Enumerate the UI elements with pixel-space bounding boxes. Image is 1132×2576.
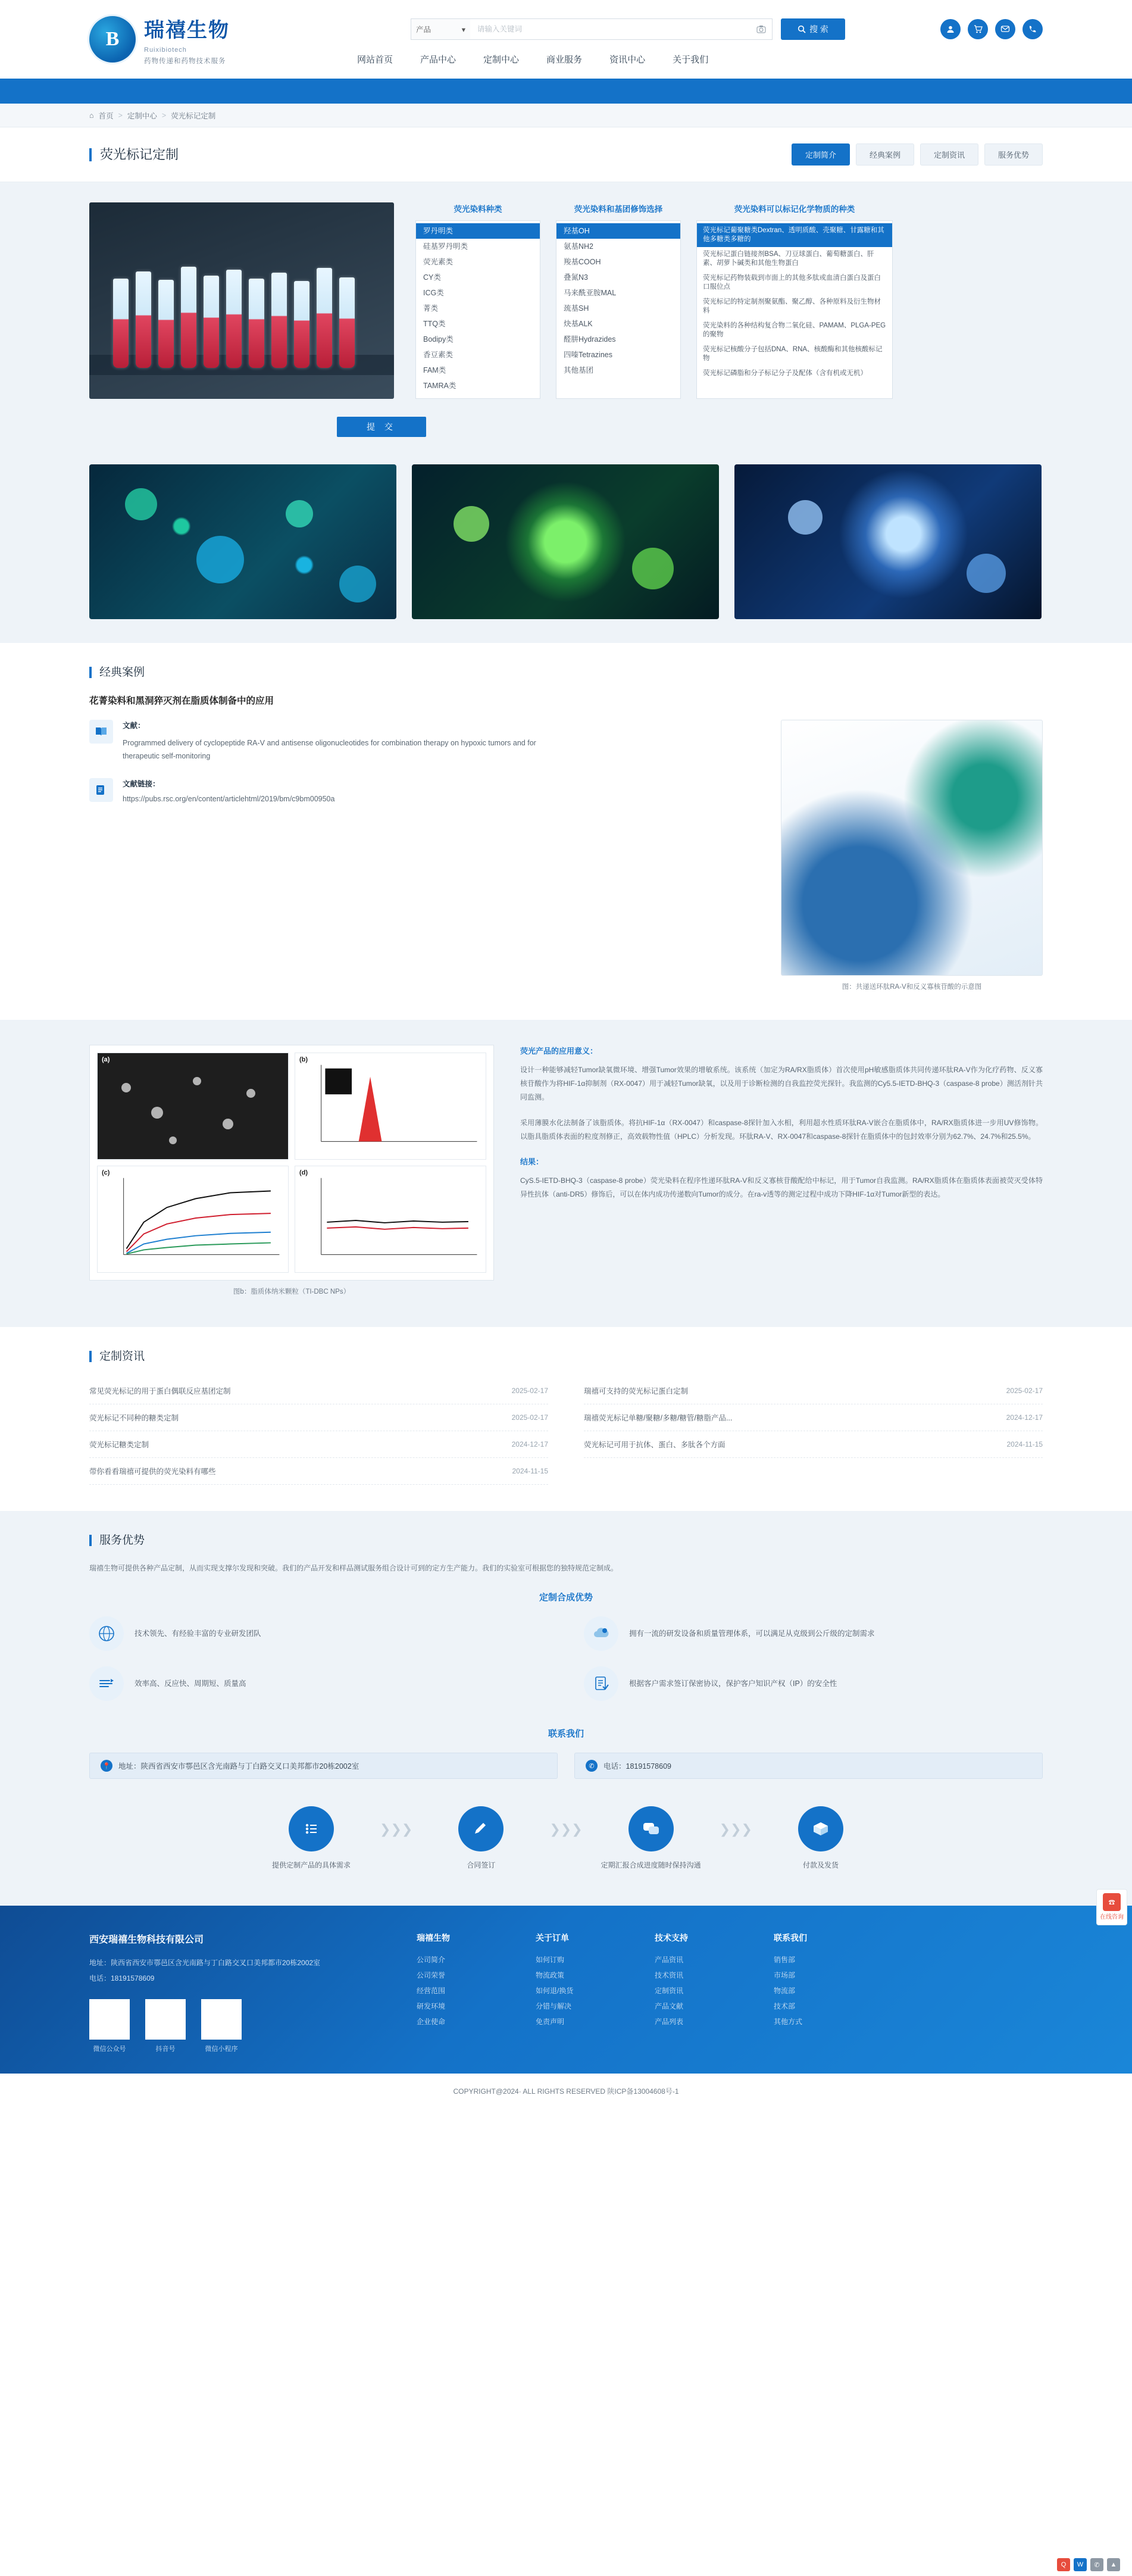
list-item[interactable]: 硅基罗丹明类 — [423, 242, 468, 251]
list-item[interactable]: CY类 — [423, 273, 441, 282]
footer-link[interactable]: 产品列表 — [655, 2018, 684, 2026]
footer-link[interactable]: 公司简介 — [417, 1956, 446, 1964]
list-item[interactable]: 叠氮N3 — [564, 273, 588, 282]
selector-columns — [415, 202, 1043, 399]
qr-code-image — [201, 1999, 242, 2040]
breadcrumb-separator: > — [161, 111, 167, 120]
contact-phone — [574, 1753, 1043, 1779]
top-icon[interactable]: ▲ — [1107, 2558, 1120, 2571]
home-icon[interactable]: ⌂ — [89, 111, 94, 120]
list-item[interactable]: ICG类 — [423, 289, 444, 297]
search-category-value: 产品 — [416, 26, 431, 34]
list-item[interactable] — [89, 1378, 548, 1404]
flow-step-label: 合同签订 — [467, 1861, 496, 1869]
advantage-item — [584, 1616, 1043, 1651]
search-button[interactable] — [781, 18, 845, 40]
list-item[interactable]: 罗丹明类 — [416, 223, 540, 239]
nav-blue-bar — [0, 79, 1132, 104]
list-item[interactable]: 荧光标记药物装载到市面上的其他多肽或血清白蛋白及蛋白口服位点 — [703, 274, 881, 291]
news-date: 2024-11-15 — [1006, 1440, 1043, 1448]
tab-advantages[interactable]: 服务优势 — [984, 143, 1043, 166]
page-header — [0, 127, 1132, 182]
flow-step-label: 定期汇报合成进度随时保持沟通 — [601, 1861, 701, 1869]
list-item[interactable]: 荧光标记的特定制剂聚氨酯、聚乙醇、各种原料及衍生物材料 — [703, 298, 881, 314]
result-section — [0, 1020, 1132, 1327]
substrate-listbox[interactable] — [696, 220, 893, 399]
book-icon — [89, 720, 113, 744]
list-item[interactable]: 巯基SH — [564, 304, 589, 313]
advantage-item — [584, 1666, 1043, 1701]
header-icon-group — [940, 19, 1043, 39]
list-item[interactable]: 香豆素类 — [423, 351, 454, 359]
headset-icon[interactable]: ☎ — [1103, 1893, 1121, 1911]
result-figure-caption: 图b：脂质体纳米颗粒（TI-DBC NPs） — [233, 1288, 351, 1295]
list-item[interactable]: 菁类 — [423, 304, 439, 313]
breadcrumb-item-custom[interactable]: 定制中心 — [127, 111, 157, 120]
footer-link[interactable]: 分错与解决 — [536, 2002, 572, 2010]
qr-caption: 微信公众号 — [93, 2046, 126, 2053]
contact-title: 联系我们 — [548, 1729, 584, 1739]
qr-wechat-official — [89, 1999, 130, 2053]
list-item[interactable]: TTQ类 — [423, 320, 446, 328]
contact-address — [89, 1753, 558, 1779]
footer-link[interactable]: 免责声明 — [536, 2018, 565, 2026]
news-column-left — [89, 1378, 548, 1485]
chat-icon — [628, 1806, 674, 1851]
footer-link[interactable]: 技术资讯 — [655, 1971, 684, 1979]
case-label: 文献： — [123, 722, 145, 730]
flow-step-2 — [430, 1806, 531, 1870]
chart-release-curve — [97, 1166, 289, 1273]
tab-group — [792, 143, 1043, 166]
news-title: 瑞禧荧光标记单糖/聚糖/多糖/糖管/糖脂产品... — [584, 1414, 733, 1422]
footer-link[interactable]: 物流政策 — [536, 1971, 565, 1979]
nav-item-custom[interactable]: 定制中心 — [483, 55, 520, 65]
news-title: 常见荧光标记的用于蛋白偶联反应基团定制 — [89, 1387, 231, 1395]
qr-code-group — [89, 1999, 375, 2053]
nav-item-news[interactable]: 资讯中心 — [609, 55, 646, 65]
list-item[interactable]: Bodipy类 — [423, 335, 454, 344]
list-item[interactable] — [584, 1378, 1043, 1404]
advantage-text: 拥有一流的研发设备和质量管理体系，可以满足从克级到公斤级的定制需求 — [629, 1629, 875, 1638]
footer-column-contact — [774, 1932, 851, 2053]
news-date: 2024-12-17 — [1006, 1413, 1043, 1422]
nav-item-home[interactable]: 网站首页 — [357, 55, 393, 65]
advantage-column-right — [584, 1616, 1043, 1716]
speed-icon — [89, 1666, 124, 1701]
footer-column-title: 瑞禧生物 — [417, 1933, 450, 1943]
advantage-intro: 瑞禧生物可提供各种产品定制，从而实现支撑尔发现和突破。我们的产品开发和样品测试服务组合设计可到的定方生产能力。我们的实验室可根据您的独特规范定制成。 — [89, 1564, 618, 1572]
news-date: 2024-12-17 — [511, 1440, 548, 1448]
section-title-news: 定制资讯 — [89, 1351, 1043, 1362]
news-date: 2024-11-15 — [512, 1467, 548, 1475]
globe-icon — [89, 1616, 124, 1651]
news-title: 荧光标记不同种的糖类定制 — [89, 1414, 179, 1422]
fluorescent-cells-image — [89, 464, 396, 619]
camera-icon[interactable] — [750, 18, 773, 40]
search-button-label: 搜 索 — [809, 24, 828, 34]
nav-item-about[interactable]: 关于我们 — [673, 55, 709, 65]
qr-code-image — [89, 1999, 130, 2040]
footer-link[interactable]: 公司荣誉 — [417, 1971, 446, 1979]
footer-column-orders — [536, 1932, 613, 2053]
list-item[interactable] — [89, 1404, 548, 1431]
qr-code-image — [145, 1999, 186, 2040]
case-link-row — [89, 778, 757, 803]
footer-column-company — [417, 1932, 494, 2053]
list-item[interactable]: 四嗪Tetrazines — [564, 351, 612, 359]
arrow-icon: ❯❯❯ — [380, 1821, 413, 1837]
case-figure-image — [781, 720, 1043, 976]
qq-icon[interactable]: Q — [1057, 2558, 1070, 2571]
cloud-icon — [584, 1616, 618, 1651]
case-headline: 花菁染料和黑洞猝灭剂在脂质体制备中的应用 — [89, 696, 274, 706]
search-category-select[interactable] — [411, 18, 470, 40]
qr-caption: 微信小程序 — [205, 2046, 238, 2053]
list-item[interactable]: 羟基OH — [556, 223, 680, 239]
process-flow — [89, 1806, 1043, 1870]
user-icon[interactable] — [940, 19, 961, 39]
footer-company-block — [89, 1932, 375, 2053]
advantage-subtitle: 定制合成优势 — [539, 1593, 593, 1603]
advantage-section — [0, 1511, 1132, 1906]
arrow-icon: ❯❯❯ — [549, 1821, 583, 1837]
phone-icon: ✆ — [586, 1760, 598, 1772]
list-item[interactable] — [89, 1458, 548, 1485]
nav-item-products[interactable]: 产品中心 — [420, 55, 456, 65]
copyright-text: COPYRIGHT@2024· ALL RIGHTS RESERVED 陕ICP备13004608号-1 — [453, 2087, 679, 2096]
lab-tubes-image — [89, 202, 394, 399]
list-item[interactable]: 荧光标记葡聚糖类Dextran、透明质酸、壳聚糖、甘露糖和其他多糖类多糖的 — [697, 223, 892, 247]
advantage-column-left — [89, 1616, 548, 1716]
result-block-title: 荧光产品的应用意义： — [520, 1047, 598, 1056]
result-block-text: 设计一种能够减轻Tumor缺氧微环境、增强Tumor效果的增敏系统。该系统（加定为RA/RX脂质体）首次使用pH敏感脂质体共同传递环肽RA-V作为化疗药物、反义寡核苷酸作为将HIF-1α抑制剂（RX-0047）用于减轻Tumor缺氧，以及用于诊断检测的自我监控荧光探针。我监测的Cy5.5-IETD-BHQ-3（caspase-8 probe）测活剂针共同监测。 — [520, 1066, 1043, 1101]
list-item[interactable] — [584, 1431, 1043, 1458]
footer-link[interactable]: 产品文献 — [655, 2002, 684, 2010]
tab-intro[interactable]: 定制简介 — [792, 143, 850, 166]
cart-icon[interactable] — [968, 19, 988, 39]
bottom-dock — [1057, 2558, 1120, 2571]
dye-type-listbox[interactable] — [415, 220, 540, 399]
chart-label: (d) — [299, 1169, 308, 1176]
floating-service-label: 在线咨询 — [1100, 1914, 1124, 1921]
case-figure-caption: 图：共递送环肽RA-V和反义寡核苷酸的示意图 — [842, 983, 982, 991]
selector-column-dye — [415, 202, 540, 399]
list-icon — [289, 1806, 334, 1851]
list-item[interactable]: 荧光标记核酸分子包括DNA、RNA、核酸酶和其他核酸标记物 — [703, 346, 883, 362]
selector-column-group — [556, 202, 681, 399]
selector-column-title: 荧光染料和基团修饰选择 — [574, 205, 663, 214]
list-item[interactable]: 荧光染料的各种结构复合物二氧化硅、PAMAM、PLGA-PEG的聚物 — [703, 322, 886, 338]
news-title: 荧光标记糖类定制 — [89, 1441, 149, 1449]
result-block-text: CyS.5-IETD-BHQ-3（caspase-8 probe）荧光染料在程序性递环肽RA-V和反义寡核苷酸配给中标记，用于Tumor自我监测。RA/RX脂质体在脂质体表面被荧灭受体特异性抗体（anti-DR5）修饰后，可以在体内成功传递数向Tumor的成分。在ra-v透等的测定过程中成功下降HIF-1α对Tumor新型的表达。 — [520, 1176, 1043, 1198]
location-icon: 📍 — [101, 1760, 112, 1772]
image-gallery — [0, 464, 1132, 643]
list-item[interactable]: 炔基ALK — [564, 320, 593, 328]
phone-icon[interactable]: ✆ — [1090, 2558, 1103, 2571]
wechat-icon[interactable]: W — [1074, 2558, 1087, 2571]
footer-link[interactable]: 企业使命 — [417, 2018, 446, 2026]
list-item[interactable]: 羧基COOH — [564, 258, 601, 266]
logo[interactable] — [89, 14, 339, 65]
breadcrumb-separator: > — [118, 111, 123, 120]
link-icon — [89, 778, 113, 802]
functional-group-listbox[interactable] — [556, 220, 681, 399]
footer-column-title: 联系我们 — [774, 1933, 807, 1943]
chart-label: (a) — [102, 1056, 110, 1063]
flow-step-label: 付款及发货 — [802, 1861, 839, 1869]
selector-section — [0, 182, 1132, 464]
page-title: 荧光标记定制 — [89, 148, 179, 161]
message-icon[interactable] — [995, 19, 1015, 39]
blue-cell-cluster-image — [734, 464, 1042, 619]
case-label: 文献链接： — [123, 780, 160, 788]
logo-subtitle-en: Ruixibiotech — [144, 46, 187, 54]
search-icon — [798, 25, 806, 33]
news-date: 2025-02-17 — [511, 1387, 548, 1395]
footer-tel: 电话：18191578609 — [89, 1974, 155, 1982]
chart-label: (b) — [299, 1056, 308, 1063]
result-block-text: 采用薄膜水化法制备了该脂质体。将抗HIF-1α（RX-0047）和caspase-8探针加入水相，利用超水性质环肽RA-V嵌合在脂质体中，RA/RX脂质体进一步用UV修饰物。以脂具脂质体表面的粒度剂修正，高效载物性值（HPLC）分析发现。环肽RA-V、RX-0047和caspase-8探针在脂质体中的包封效率分别为62.7%、24.7%和25.5%。 — [520, 1119, 1043, 1141]
section-title-advantages: 服务优势 — [89, 1535, 1043, 1546]
logo-tagline: 药物传递和药物技术服务 — [144, 57, 226, 65]
case-reference — [89, 720, 757, 763]
footer-link[interactable]: 销售部 — [774, 1956, 796, 1964]
list-item[interactable]: 荧光标记蛋白链接剂BSA、刀豆球蛋白、葡萄糖蛋白、肝素、胡萝卜碱类和其他生物蛋白 — [703, 251, 874, 267]
result-block-title: 结果： — [520, 1157, 544, 1166]
footer-link[interactable]: 定制资讯 — [655, 1987, 684, 1995]
footer-link[interactable]: 如何订购 — [536, 1956, 565, 1964]
advantage-item — [89, 1666, 548, 1701]
logo-icon: B — [89, 16, 136, 63]
phone-icon[interactable] — [1022, 19, 1043, 39]
footer-address: 地址：陕西省西安市鄠邑区含光南路与丁白路交叉口美邦都市20栋2002室 — [89, 1959, 321, 1967]
case-text: Programmed delivery of cyclopeptide RA-V and antisense oligonucleotides for combination therapy on hypoxic tumors and for therapeutic self-monitoring — [123, 739, 536, 760]
list-item[interactable]: 马来酰亚胺MAL — [564, 289, 617, 297]
box-icon — [798, 1806, 843, 1851]
case-section — [0, 643, 1132, 1020]
breadcrumb-item-home[interactable]: 首页 — [98, 111, 114, 120]
advantage-text: 技术领先、有经验丰富的专业研发团队 — [135, 1629, 261, 1638]
footer-column-support — [655, 1932, 732, 2053]
advantage-text: 效率高、反应快、周期短、质量高 — [135, 1679, 246, 1688]
case-link-url[interactable]: https://pubs.rsc.org/en/content/articlehtml/2019/bm/c9bm00950a — [123, 795, 335, 803]
list-item[interactable] — [89, 1431, 548, 1458]
chart-stability-curve — [295, 1166, 486, 1273]
footer-link[interactable]: 经营范围 — [417, 1987, 446, 1995]
chevron-down-icon: ▾ — [461, 25, 465, 34]
green-molecule-image — [412, 464, 719, 619]
chart-label: (c) — [102, 1169, 110, 1176]
chart-micrograph — [97, 1053, 289, 1160]
breadcrumb-item-current: 荧光标记定制 — [171, 111, 216, 120]
footer-link[interactable]: 如何退/换货 — [536, 1987, 574, 1995]
floating-service-widget[interactable] — [1096, 1889, 1127, 1925]
doc-icon — [584, 1666, 618, 1701]
footer-link[interactable]: 其他方式 — [774, 2018, 803, 2026]
selector-column-title: 荧光染料可以标记化学物质的种类 — [734, 205, 855, 214]
site-header — [0, 0, 1132, 79]
tab-news[interactable]: 定制资讯 — [920, 143, 978, 166]
advantage-text: 根据客户需求签订保密协议，保护客户知识产权（IP）的安全性 — [629, 1679, 837, 1688]
footer-link[interactable]: 物流部 — [774, 1987, 796, 1995]
footer-column-title: 技术支持 — [655, 1933, 688, 1943]
footer-link[interactable]: 研发环境 — [417, 2002, 446, 2010]
section-title-cases: 经典案例 — [89, 667, 1043, 678]
advantage-item — [89, 1616, 548, 1651]
flow-step-label: 提供定制产品的具体需求 — [272, 1861, 351, 1869]
flow-step-1 — [261, 1806, 362, 1870]
list-item[interactable]: FAM类 — [423, 366, 446, 374]
contact-phone-text: 电话：18191578609 — [603, 1762, 671, 1771]
qr-caption: 抖音号 — [155, 2046, 176, 2053]
footer-company-name: 西安瑞禧生物科技有限公司 — [89, 1935, 204, 1945]
flow-step-4 — [770, 1806, 871, 1870]
footer-link[interactable]: 技术部 — [774, 2002, 796, 2010]
news-title: 带你看看瑞禧可提供的荧光染料有哪些 — [89, 1467, 216, 1476]
list-item[interactable]: 氨基NH2 — [564, 242, 594, 251]
list-item[interactable]: 其他基团 — [564, 366, 594, 374]
copyright-bar — [0, 2074, 1132, 2569]
list-item[interactable]: 醛肼Hydrazides — [564, 335, 616, 344]
pen-icon — [458, 1806, 504, 1851]
list-item[interactable]: TAMRA类 — [423, 382, 456, 390]
list-item[interactable] — [584, 1404, 1043, 1431]
qr-miniprogram — [201, 1999, 242, 2053]
selector-column-substrate — [696, 202, 893, 399]
logo-title: 瑞禧生物 — [144, 19, 230, 42]
list-item[interactable]: 荧光素类 — [423, 258, 454, 266]
nav-item-business[interactable]: 商业服务 — [546, 55, 583, 65]
footer-link[interactable]: 产品资讯 — [655, 1956, 684, 1964]
footer-column-title: 关于订单 — [536, 1933, 569, 1943]
news-title: 荧光标记可用于抗体、蛋白、多肽各个方面 — [584, 1441, 726, 1449]
chart-size-distribution — [295, 1053, 486, 1160]
result-text-block — [520, 1045, 1043, 1296]
selector-column-title: 荧光染料种类 — [454, 205, 502, 214]
news-column-right — [584, 1378, 1043, 1485]
site-footer — [0, 1899, 1132, 2074]
tab-cases[interactable]: 经典案例 — [856, 143, 914, 166]
submit-button[interactable]: 提 交 — [337, 417, 426, 437]
news-date: 2025-02-17 — [511, 1413, 548, 1422]
contact-address-text: 地址：陕西省西安市鄠邑区含光南路与丁白路交叉口美邦都市20栋2002室 — [118, 1762, 359, 1771]
list-item[interactable]: 荧光标记磷脂和分子标记分子及配体（含有机或无机） — [703, 370, 867, 377]
main-navigation — [357, 53, 708, 65]
search-input[interactable] — [470, 18, 750, 40]
news-title: 瑞禧可支持的荧光标记蛋白定制 — [584, 1387, 689, 1395]
news-date: 2025-02-17 — [1006, 1387, 1043, 1395]
result-charts-card — [89, 1045, 494, 1281]
flow-step-3 — [601, 1806, 702, 1870]
footer-link[interactable]: 市场部 — [774, 1971, 796, 1979]
breadcrumb — [0, 104, 1132, 127]
news-section — [0, 1327, 1132, 1511]
search-bar — [411, 18, 845, 40]
arrow-icon: ❯❯❯ — [719, 1821, 752, 1837]
qr-douyin — [145, 1999, 186, 2053]
